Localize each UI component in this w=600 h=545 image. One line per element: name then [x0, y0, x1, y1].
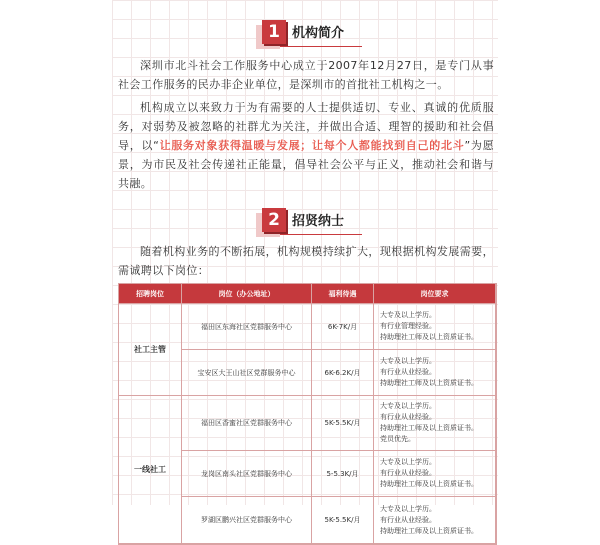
- role-cell: 一线社工: [119, 396, 182, 544]
- requirement-item: 持助理社工师及以上资质证书。: [380, 333, 478, 341]
- recruit-text: 随着机构业务的不断拓展，机构规模持续扩大，现根据机构发展需要，需诚聘以下岗位：: [118, 245, 494, 277]
- requirement-item: 持助理社工师及以上资质证书。: [380, 379, 478, 387]
- table-header-cell: 招聘岗位: [119, 284, 182, 304]
- vision-highlight: 让服务对象获得温暖与发展；让每个人都能找到自己的北斗: [159, 139, 465, 152]
- requirement-item: 大专及以上学历。: [380, 504, 436, 513]
- requirements-cell: [374, 497, 496, 544]
- salary-cell: 5K-5.5K/月: [312, 396, 374, 451]
- requirement-item: 有行业从业经验。: [380, 413, 436, 421]
- requirement-item: 有行业从业经验。: [380, 469, 436, 477]
- salary-cell: 6K-6.2K/月: [312, 350, 374, 396]
- article-page: [112, 0, 498, 535]
- section-2-header: [262, 208, 344, 232]
- requirement-item: 持助理社工师及以上资质证书。: [380, 424, 478, 432]
- role-cell: 社工主管: [119, 304, 182, 396]
- intro-text-2b: ”为愿景，为市民及社会传递社正能量，倡导社会公平与正义，推动社会和谐与共融。: [118, 139, 494, 190]
- position-cell: 罗湖区鹏兴社区党群服务中心: [182, 497, 312, 544]
- salary-cell: 5K-5.5K/月: [312, 497, 374, 544]
- salary-cell: 5-5.3K/月: [312, 451, 374, 497]
- requirement-item: 有行业从业经验。: [380, 515, 436, 524]
- section-1-title: 机构简介: [292, 26, 345, 41]
- requirement-item: 有行业从业经验。: [380, 368, 436, 376]
- position-cell: 福田区东海社区党群服务中心: [182, 304, 312, 350]
- table-header-cell: 福利待遇: [312, 284, 374, 304]
- position-cell: 福田区香蜜社区党群服务中心: [182, 396, 312, 451]
- requirements-cell: [374, 451, 496, 497]
- position-cell: 龙岗区南头社区党群服务中心: [182, 451, 312, 497]
- section-1-number: 1: [262, 20, 286, 44]
- requirement-item: 有行业管理经验。: [380, 322, 436, 330]
- requirement-item: 党员优先。: [380, 435, 415, 443]
- requirement-item: 大专及以上学历。: [380, 357, 436, 365]
- position-cell: 宝安区大王山社区党群服务中心: [182, 350, 312, 396]
- intro-text-2a: 机构成立以来致力于为有需要的人士提供适切、专业、真诚的优质服务，对弱势及被忽略的社群尤为关注，并做出合适、理智的援助和社会倡导，以“: [118, 101, 494, 152]
- table-header-cell: 岗位（办公地址）: [182, 284, 312, 304]
- requirement-item: 大专及以上学历。: [380, 402, 436, 410]
- intro-paragraph-1: [118, 56, 494, 94]
- intro-text-1: 深圳市北斗社会工作服务中心成立于2007年12月27日，是专门从事社会工作服务的民办非企业单位，是深圳市的首批社工机构之一。: [118, 59, 494, 91]
- intro-paragraph-2: [118, 98, 494, 193]
- salary-cell: 6K-7K/月: [312, 304, 374, 350]
- recruit-paragraph: [118, 242, 494, 280]
- section-2-title: 招贤纳士: [292, 214, 345, 229]
- job-table: [118, 283, 497, 545]
- requirement-item: 大专及以上学历。: [380, 458, 436, 466]
- requirements-cell: [374, 396, 496, 451]
- table-header-cell: 岗位要求: [374, 284, 496, 304]
- requirement-item: 持助理社工师及以上资质证书。: [380, 480, 478, 488]
- requirements-cell: [374, 350, 496, 396]
- section-1-header: [262, 20, 344, 44]
- requirements-cell: [374, 304, 496, 350]
- requirement-item: 大专及以上学历。: [380, 311, 436, 319]
- section-2-number: 2: [262, 208, 286, 232]
- requirement-item: 持助理社工师及以上资质证书。: [380, 526, 478, 535]
